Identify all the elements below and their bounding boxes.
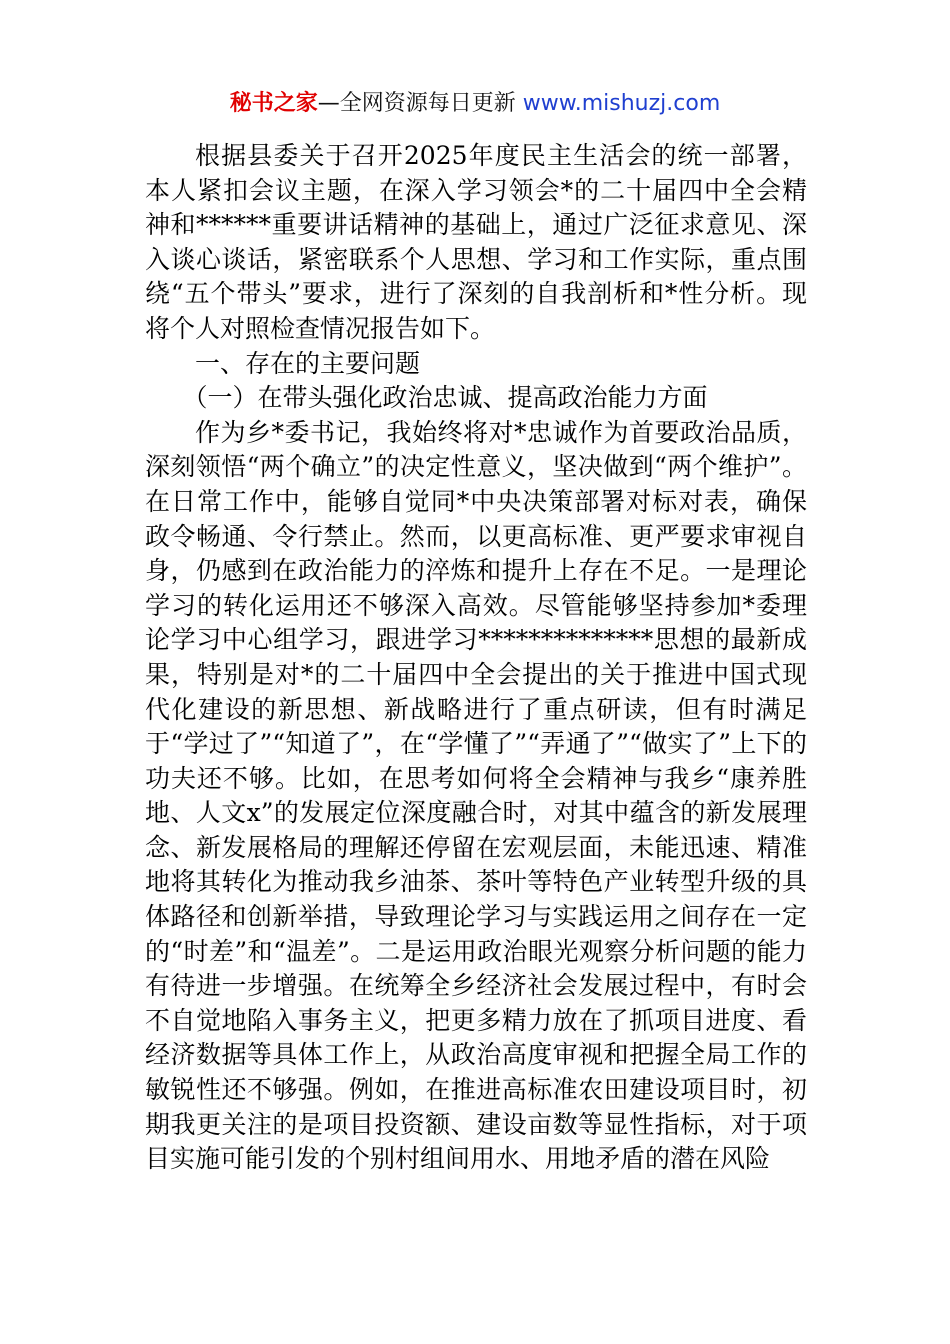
body-paragraph: 作为乡*委书记，我始终将对*忠诚作为首要政治品质，深刻领悟“两个确立”的决定性意义，坚决做到“两个维护”。在日常工作中，能够自觉同*中央决策部署对标对表，确保政令畅通、令行禁止。然而，以更高标准、更严要求审视自身，仍感到在政治能力的淬炼和提升上存在不足。一是理论学习的转化运用还不够深入高效。尽管能够坚持参加*委理论学习中心组学习，跟进学习**************思想的最新成果，特别是对*的二十届四中全会提出的关于推进中国式现代化建设的新思想、新战略进行了重点研读，但有时满足于“学过了”“知道了”，在“学懂了”“弄通了”“做实了”上下的功夫还不够。比如，在思考如何将全会精神与我乡“康养胜地、人文x”的发展定位深度融合时，对其中蕴含的新发展理念、新发展格局的理解还停留在宏观层面，未能迅速、精准地将其转化为推动我乡油茶、茶叶等特色产业转型升级的具体路径和创新举措，导致理论学习与实践运用之间存在一定的“时差”和“温差”。二是运用政治眼光观察分析问题的能力有待进一步增强。在统筹全乡经济社会发展过程中，有时会不自觉地陷入事务主义，把更多精力放在了抓项目进度、看经济数据等具体工作上，从政治高度审视和把握全局工作的敏锐性还不够强。例如，在推进高标准农田建设项目时，初期我更关注的是项目投资额、建设亩数等显性指标，对于项目实施可能引发的个别村组间用水、用地矛盾的潜在风险 — [145, 417, 807, 1174]
subsection-heading: （一）在带头强化政治忠诚、提高政治能力方面 — [182, 383, 708, 413]
brand-name: 秘书之家 — [229, 91, 318, 116]
site-header — [0, 88, 950, 120]
header-slogan: —全网资源每日更新 — [317, 91, 516, 116]
site-url-link[interactable]: www.mishuzj.com — [522, 91, 721, 116]
section-heading: 一、存在的主要问题 — [195, 348, 421, 378]
document-body — [145, 139, 807, 1177]
intro-paragraph: 根据县委关于召开2025年度民主生活会的统一部署，本人紧扣会议主题，在深入学习领会*的二十届四中全会精神和******重要讲话精神的基础上，通过广泛征求意见、深入谈心谈话，紧密联系个人思想、学习和工作实际，重点围绕“五个带头”要求，进行了深刻的自我剖析和*性分析。现将个人对照检查情况报告如下。 — [145, 141, 807, 343]
